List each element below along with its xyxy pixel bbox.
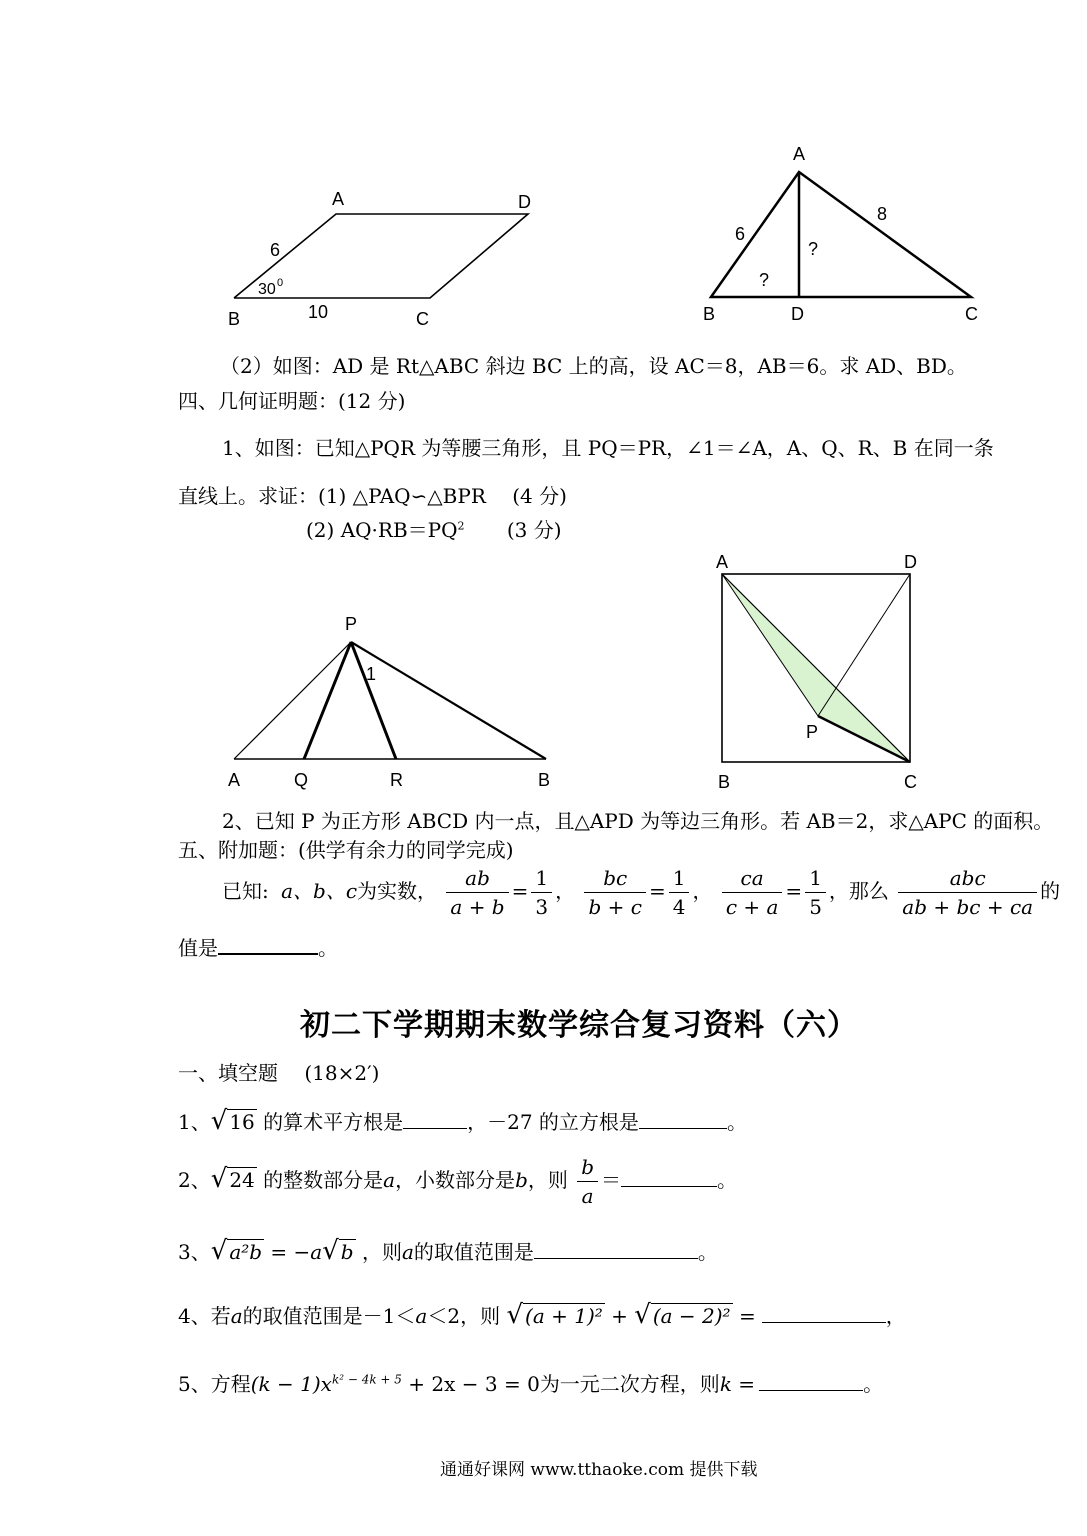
figure-square <box>710 550 930 800</box>
angle-degree: 0 <box>277 277 284 289</box>
q5-var-k: k <box>719 1372 732 1396</box>
question-2 <box>178 1155 737 1208</box>
fraction-ab: $\frac{ab}{a + b}$ <box>446 866 508 919</box>
label-D: D <box>791 304 804 324</box>
q4-text-2: 的取值范围是－1＜ <box>242 1304 416 1328</box>
q3-text-1: ，则 <box>361 1240 402 1264</box>
q2-text-2: ，小数部分是 <box>395 1168 516 1192</box>
side-bc-label: 10 <box>308 302 329 322</box>
figure-parallelogram <box>220 180 540 330</box>
label-A: A <box>332 189 345 209</box>
q1-text-2: ，－27 的立方根是 <box>467 1110 639 1134</box>
side-ab-label: 6 <box>270 240 281 260</box>
label-B: B <box>538 770 551 790</box>
q1-number: 1、 <box>178 1110 211 1134</box>
q2-fraction: $\frac{b}{a}$ <box>577 1155 598 1208</box>
q1-radicand: 16 <box>229 1110 255 1134</box>
label-A: A <box>228 770 241 790</box>
q2-text-1: 的整数部分是 <box>263 1168 384 1192</box>
figure-isosceles-triangle <box>220 610 565 795</box>
q5-text-1: 方程 <box>210 1372 251 1396</box>
extra-value-is: 值是 <box>178 936 218 960</box>
sqrt-icon: √ <box>634 1300 651 1330</box>
sqrt-icon: √ <box>322 1236 339 1266</box>
extra-vars: a、b、c <box>281 879 358 903</box>
q3-radicand-1: a²b <box>229 1240 263 1264</box>
q2-radicand: 24 <box>229 1168 255 1192</box>
bd-question: ? <box>759 270 770 290</box>
angle-label: 30 <box>258 281 276 298</box>
problem-3-2: （2）如图：AD 是 Rt△ABC 斜边 BC 上的高，设 AC＝8，AB＝6。求 AD、BD。 <box>220 354 967 378</box>
q3-text-2: 的取值范围是 <box>413 1240 534 1264</box>
proof-1-part-2-text: (2) AQ·RB＝PQ <box>306 518 458 542</box>
q4-end: ， <box>885 1304 906 1328</box>
q4-text-1: 若 <box>210 1304 231 1328</box>
label-A: A <box>793 144 806 164</box>
extra-value-line <box>178 932 338 961</box>
proof-1-part-2-sup: 2 <box>457 519 465 533</box>
label-C: C <box>416 309 429 329</box>
fraction-ca: $\frac{ca}{c + a}$ <box>722 866 783 919</box>
q1-text-1: 的算术平方根是 <box>263 1110 404 1134</box>
q4-blank[interactable] <box>762 1304 886 1323</box>
q1-end: 。 <box>726 1110 747 1134</box>
q4-plus: + <box>611 1304 628 1328</box>
section-1-header: 一、填空题 (18×2′) <box>178 1061 380 1085</box>
q4-eq: = <box>738 1304 756 1328</box>
question-4 <box>178 1300 906 1330</box>
q5-blank[interactable] <box>759 1372 863 1391</box>
extra-prefix: 已知: <box>222 879 269 903</box>
fraction-bc: $\frac{bc}{b + c}$ <box>584 866 645 919</box>
proof-1-line-1: 1、如图：已知△PQR 为等腰三角形，且 PQ＝PR，∠1＝∠A，A、Q、R、B 在同一条 <box>222 436 994 460</box>
sqrt-icon: √ <box>210 1106 228 1136</box>
proof-1-line-2: 直线上。求证：(1) △PAQ∽△BPR (4 分) <box>178 484 567 508</box>
label-C: C <box>904 772 917 792</box>
q3-number: 3、 <box>178 1240 211 1264</box>
extra-end: 。 <box>318 936 338 960</box>
extra-then: ，那么 <box>828 879 889 903</box>
answer-blank[interactable] <box>218 935 318 955</box>
q2-end: 。 <box>717 1168 738 1192</box>
q5-expr: (k − 1)x <box>250 1372 332 1396</box>
angle-1-label: 1 <box>366 664 377 684</box>
q3-radicand-2: b <box>340 1240 354 1264</box>
label-A: A <box>716 552 729 572</box>
question-3 <box>178 1236 718 1266</box>
figure-right-triangle <box>695 140 995 330</box>
footer: 通通好课网 www.tthaoke.com 提供下载 <box>440 1460 758 1480</box>
q5-text-2: 为一元二次方程，则 <box>539 1372 720 1396</box>
q1-blank-1[interactable] <box>403 1110 467 1129</box>
extra-problem: 已知: a、b、c为实数， $\frac{ab}{a + b}$ = $\frac{1}{3}$ ， $\frac{bc}{b + c}$ = $\frac{1}{4}$ ， $\frac{ca}{c + a}$ = $\frac{1}{5}$ ，那么 $\frac{\text{abc}}{ab + bc + ca}$ 的 <box>222 866 1061 919</box>
altitude-question: ? <box>808 239 819 259</box>
q2-var-a: a <box>383 1168 396 1192</box>
section-5-header: 五、附加题：(供学有余力的同学完成) <box>178 838 514 862</box>
q2-eq: ＝ <box>601 1168 622 1192</box>
q4-var-a2: a <box>415 1304 428 1328</box>
fraction-one-fourth: $\frac{1}{4}$ <box>669 866 690 919</box>
section-4-header: 四、几何证明题：(12 分) <box>178 389 406 413</box>
q3-eq: = −a <box>270 1240 323 1264</box>
page-title: 初二下学期期末数学综合复习资料（六） <box>300 1008 858 1043</box>
sqrt-icon: √ <box>210 1236 228 1266</box>
sqrt-icon: √ <box>506 1300 524 1330</box>
q1-blank-2[interactable] <box>639 1110 727 1129</box>
label-C: C <box>965 304 978 324</box>
q4-text-3: ＜2，则 <box>427 1304 501 1328</box>
q2-blank[interactable] <box>621 1168 717 1187</box>
q5-number: 5、 <box>178 1372 211 1396</box>
fraction-question: $\frac{\text{abc}}{ab + bc + ca}$ <box>898 866 1037 919</box>
q2-var-b: b <box>515 1168 528 1192</box>
proof-1-part-2-score: (3 分) <box>506 518 562 542</box>
extra-is-real: 为实数， <box>357 879 438 903</box>
label-D: D <box>904 552 917 572</box>
label-Q: Q <box>294 770 309 790</box>
q4-radicand-2: (a − 2)² <box>652 1304 731 1328</box>
q5-eq: = <box>738 1372 756 1396</box>
label-P: P <box>806 722 819 742</box>
q2-text-3: ，则 <box>527 1168 568 1192</box>
fraction-one-fifth: $\frac{1}{5}$ <box>805 866 826 919</box>
q3-var-a: a <box>401 1240 414 1264</box>
label-D: D <box>518 192 531 212</box>
question-5 <box>178 1368 883 1397</box>
label-P: P <box>345 614 358 634</box>
q4-var-a: a <box>230 1304 243 1328</box>
q4-radicand-1: (a + 1)² <box>525 1304 603 1328</box>
label-R: R <box>390 770 403 790</box>
proof-2: 2、已知 P 为正方形 ABCD 内一点，且△APD 为等边三角形。若 AB＝2，求△APC 的面积。 <box>222 809 1054 833</box>
side-ac-label: 8 <box>877 204 888 224</box>
side-ab-label: 6 <box>735 224 746 244</box>
question-1 <box>178 1106 747 1136</box>
extra-de: 的 <box>1040 879 1061 903</box>
proof-1-part-2 <box>306 514 562 543</box>
q3-end: 。 <box>697 1240 718 1264</box>
label-B: B <box>703 304 716 324</box>
q5-exponent: k² − 4k + 5 <box>331 1372 402 1387</box>
label-B: B <box>718 772 731 792</box>
q5-end: 。 <box>863 1372 884 1396</box>
label-B: B <box>228 309 241 329</box>
q2-number: 2、 <box>178 1168 211 1192</box>
fraction-one-third: $\frac{1}{3}$ <box>531 866 552 919</box>
sqrt-icon: √ <box>210 1164 228 1194</box>
q3-blank[interactable] <box>534 1240 698 1259</box>
q4-number: 4、 <box>178 1304 211 1328</box>
q5-expr-2: + 2x − 3 = 0 <box>408 1372 540 1396</box>
